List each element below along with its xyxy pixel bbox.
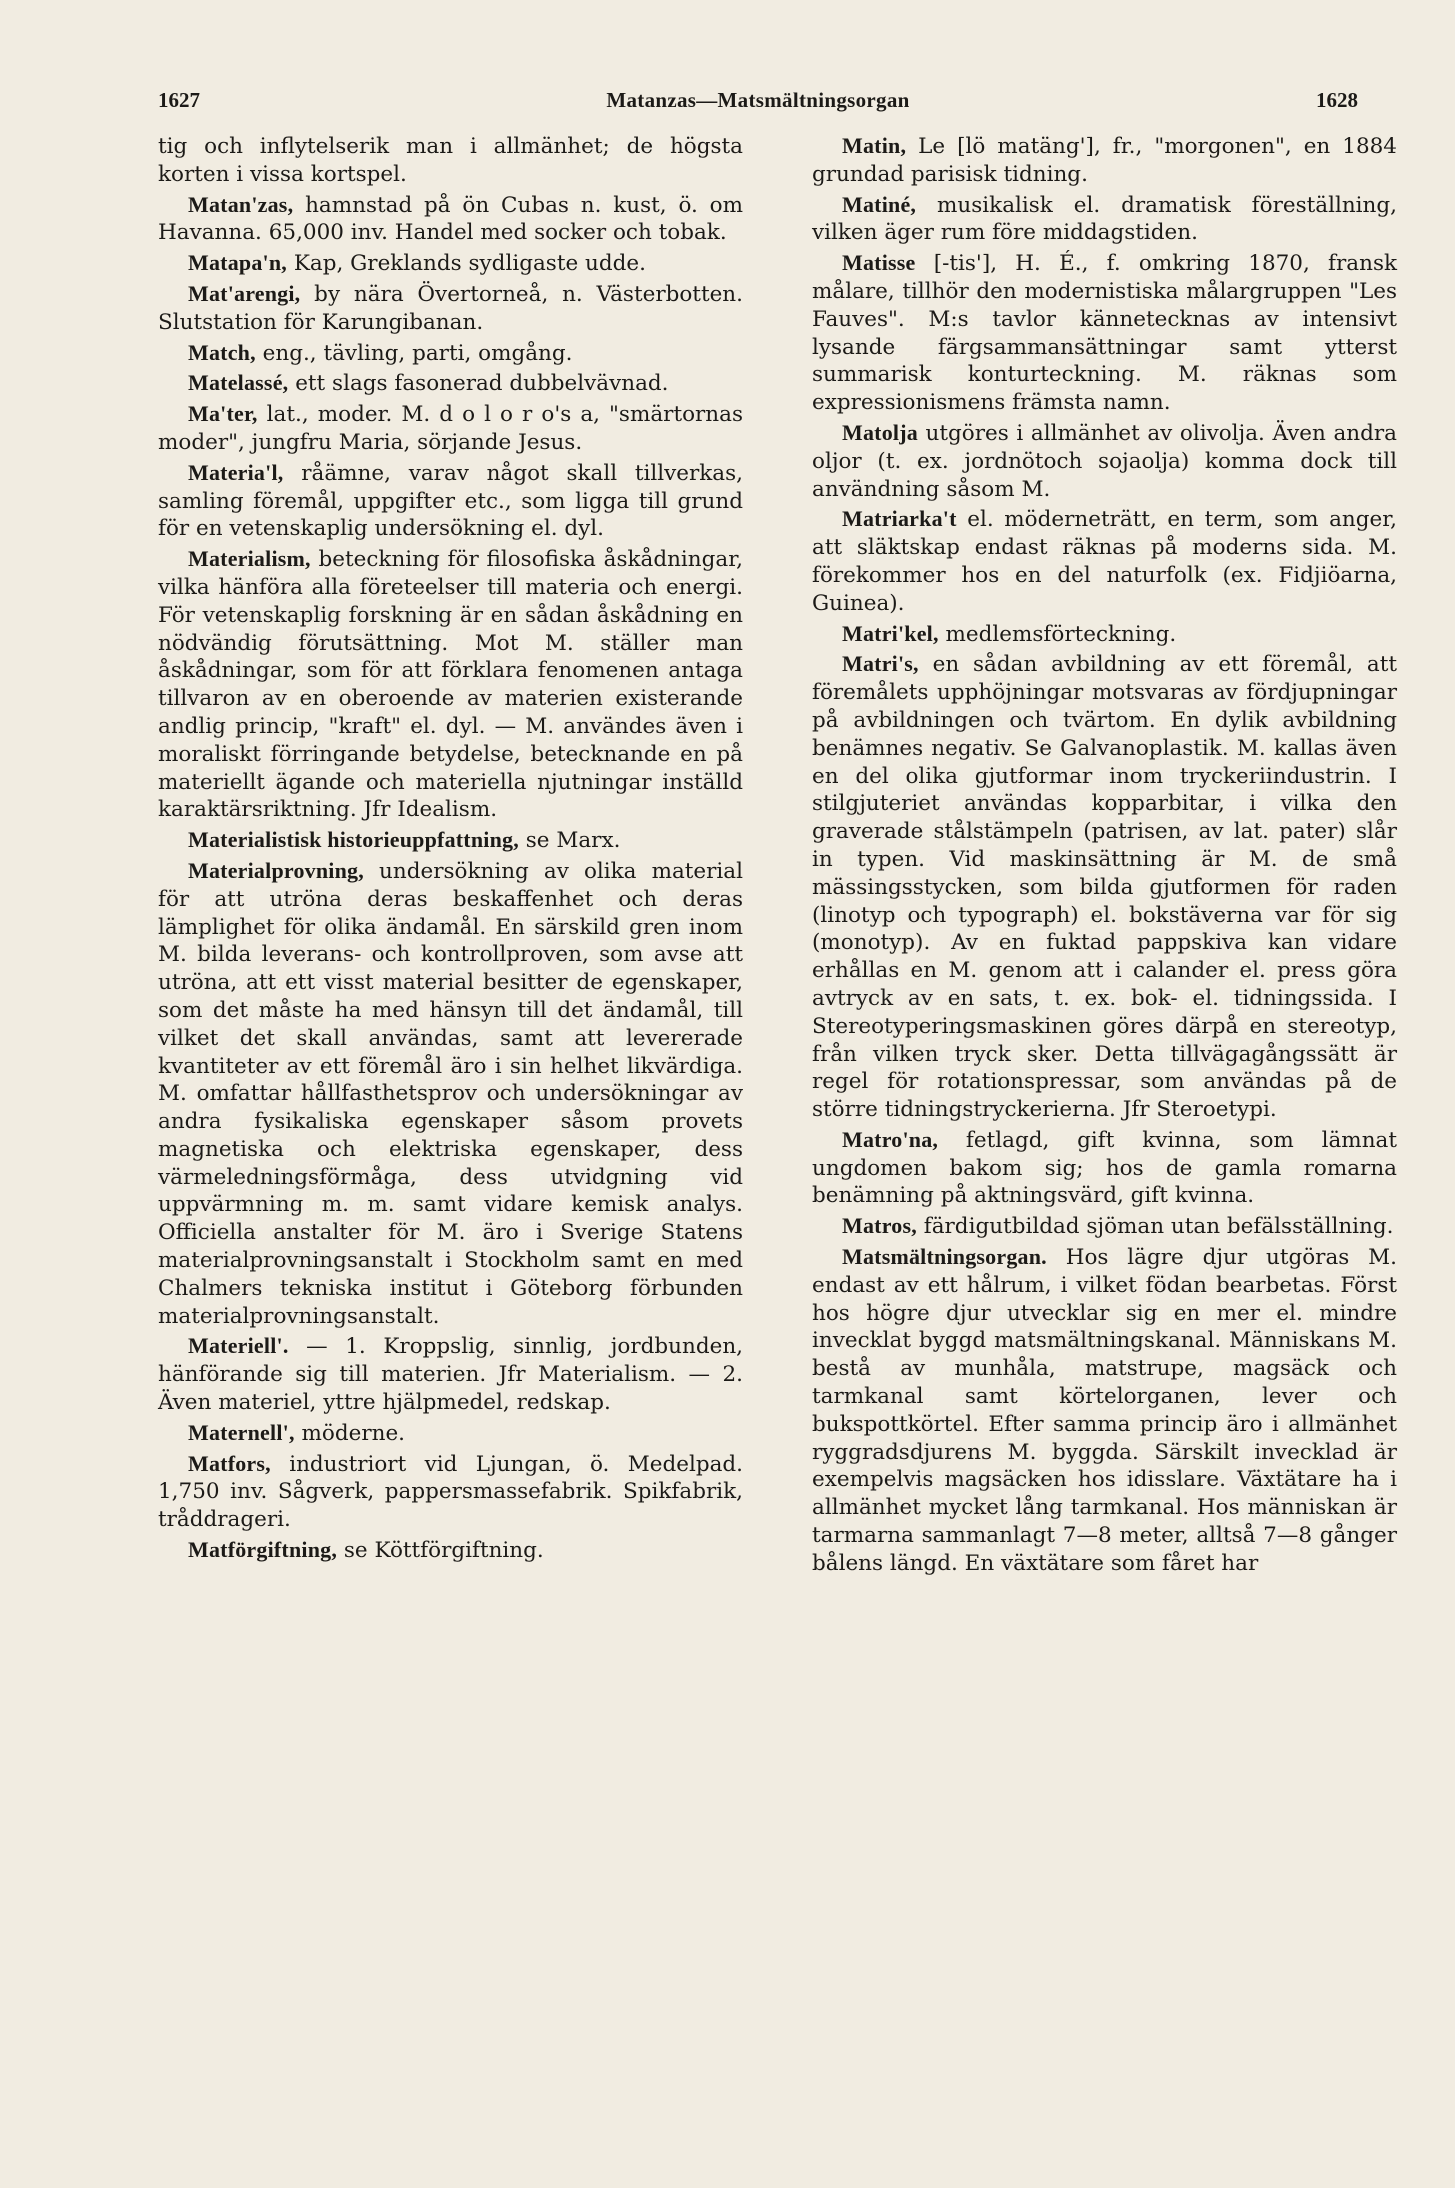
entry-matrona: Matro'na, fetlagd, gift kvinna, som lämnat ungdomen bakom sig; hos de gamla romarna benämning på aktningsvärd, gift kvinna.	[812, 1126, 1397, 1209]
entry-materialprovning: Materialprovning, undersökning av olika material för att utröna deras beskaffenhet och deras lämplighet för olika ändamål. En särskild gren inom M. bilda leverans- och kontrollproven, som avse att utröna, att ett visst material besitter de egenskaper, som det måste ha med hänsyn till det ändamål, till vilket det skall användas, samt att levererade kvantiteter av ett föremål äro i sin helhet likvärdiga. M. omfattar hållfasthetsprov och undersökningar av andra fysikaliska egenskaper såsom provets magnetiska och elektriska egenskaper, dess värmeledningsförmåga, dess utvidgning vid uppvärmning m. m. samt vidare kemisk analys. Officiella anstalter för M. äro i Sverige Statens materialprovningsanstalt i Stockholm samt en med Chalmers tekniska institut i Göteborg förbunden materialprovningsanstalt.	[158, 857, 743, 1329]
entry-maternell: Maternell', möderne.	[188, 1419, 406, 1446]
entry-matelasse: Matelassé, ett slags fasonerad dubbelvävnad.	[188, 370, 669, 397]
entry-matforgiftning: Matförgiftning, se Köttförgiftning.	[188, 1537, 544, 1564]
entry-matolja: Matolja utgöres i allmänhet av olivolja. Även andra oljor (t. ex. jordnötoch sojaolja) komma dock till användning såsom M.	[812, 419, 1397, 502]
entry-continuation: tig och inflytelserik man i allmänhet; de högsta korten i vissa kortspel.	[158, 134, 743, 187]
entry-mater: Ma'ter, lat., moder. M. d o l o r o's a, "smärtornas moder", jungfru Maria, sörjande Jesus.	[158, 401, 743, 455]
entry-match: Match, eng., tävling, parti, omgång.	[188, 339, 573, 366]
entry-matris: Matri's, en sådan avbildning av ett föremål, att föremålets upphöjningar motsvaras av fördjupningar på avbildningen och tvärtom. En dylik avbildning benämnes negativ. Se Galvanoplastik. M. kallas även en del olika gjutformar inom tryckeriindustrin. I stilgjuteriet användas kopparbitar, i vilka den graverade stålstämpeln (patrisen, av lat. pater) slår in typen. Vid maskinsättning är M. de små mässingsstycken, som bilda gjutformen för raden (linotyp och typograph) el. bokstäverna var för sig (monotyp). Av en fuktad pappskiva kan vidare erhållas en M. genom att i calander el. press göra avtryck av en sats, t. ex. bok- el. tidningssida. I Stereotyperingsmaskinen göres därpå en stereotyp, från vilken tryck sker. Detta tillvägagångssätt är regel för rotationspressar, som användas på de större tidningstryckerierna. Jfr Steroetypi.	[812, 651, 1397, 1123]
entry-matine: Matiné, musikalisk el. dramatisk föreställning, vilken äger rum före middagstiden.	[812, 191, 1397, 246]
entry-matriarkat: Matriarka't el. möderneträtt, en term, som anger, att släktskap endast räknas på moderns sida. M. förekommer hos en del naturfolk (ex. Fidjiöarna, Guinea).	[812, 506, 1397, 616]
entry-matin: Matin, Le [lö matäng'], fr., "morgonen", en 1884 grundad parisisk tidning.	[812, 133, 1397, 187]
page-header	[158, 88, 1358, 122]
entry-matfors: Matfors, industriort vid Ljungan, ö. Medelpad. 1,750 inv. Sågverk, pappersmassefabrik. Spikfabrik, tråddrageri.	[158, 1450, 743, 1533]
entry-materialism: Materialism, beteckning för filosofiska åskådningar, vilka hänföra alla företeelser till materia och energi. För vetenskaplig forskning är en sådan åskådning en nödvändig förutsättning. Mot M. ställer man åskådningar, som för att förklara fenomenen antaga tillvaron av en oberoende av materien existerande andlig princip, "kraft" el. dyl. — M. användes även i moraliskt förringande betydelse, betecknande en på materiellt ägande och materiella njutningar inställd karaktärsriktning. Jfr Idealism.	[158, 546, 743, 823]
entry-matarengi: Mat'arengi, by nära Övertorneå, n. Västerbotten. Slutstation för Karungibanan.	[158, 280, 743, 335]
entry-matapan: Matapa'n, Kap, Greklands sydligaste udde.	[188, 250, 646, 277]
entry-matrikel: Matri'kel, medlemsförteckning.	[842, 620, 1177, 647]
page-number-left: 1627	[158, 88, 200, 112]
entry-matros: Matros, färdigutbildad sjöman utan befälsställning.	[842, 1213, 1394, 1240]
entry-matanzas: Matan'zas, hamnstad på ön Cubas n. kust, ö. om Havanna. 65,000 inv. Handel med socker och tobak.	[158, 191, 743, 246]
entry-material: Materia'l, råämne, varav något skall tillverkas, samling föremål, uppgifter etc., som ligga till grund för en vetenskaplig undersökning el. dyl.	[158, 459, 743, 542]
left-column	[158, 132, 743, 1567]
entry-materiell: Materiell'. — 1. Kroppslig, sinnlig, jordbunden, hänförande sig till materien. Jfr Materialism. — 2. Även materiel, yttre hjälpmedel, redskap.	[158, 1333, 743, 1416]
entry-matisse: Matisse [-tis'], H. É., f. omkring 1870, fransk målare, tillhör den modernistiska målargruppen "Les Fauves". M:s tavlor kännetecknas av intensivt lysande färgsammansättningar samt ytterst summarisk konturteckning. M. räknas som expressionismens främsta namn.	[812, 250, 1397, 416]
right-column	[812, 132, 1397, 1580]
entry-matsmaltningsorgan: Matsmältningsorgan. Hos lägre djur utgöras M. endast av ett hålrum, i vilket födan bearbetas. Först hos högre djur utvecklar sig en mer el. mindre invecklat byggd matsmältningskanal. Människans M. bestå av munhåla, matstrupe, magsäck och tarmkanal samt körtelorganen, lever och bukspottkörtel. Efter samma princip äro i allmänhet ryggradsdjurens M. byggda. Särskilt invecklad är exempelvis magsäcken hos idisslare. Växtätare ha i allmänhet mycket lång tarmkanal. Hos människan är tarmarna sammanlagt 7—8 meter, alltså 7—8 gånger bålens längd. En växtätare som fåret har	[812, 1244, 1397, 1576]
running-title: Matanzas—Matsmältningsorgan	[606, 88, 910, 112]
entry-materialistisk-historieuppfattning: Materialistisk historieuppfattning, se Marx.	[188, 827, 621, 854]
page-number-right: 1628	[1316, 88, 1358, 112]
